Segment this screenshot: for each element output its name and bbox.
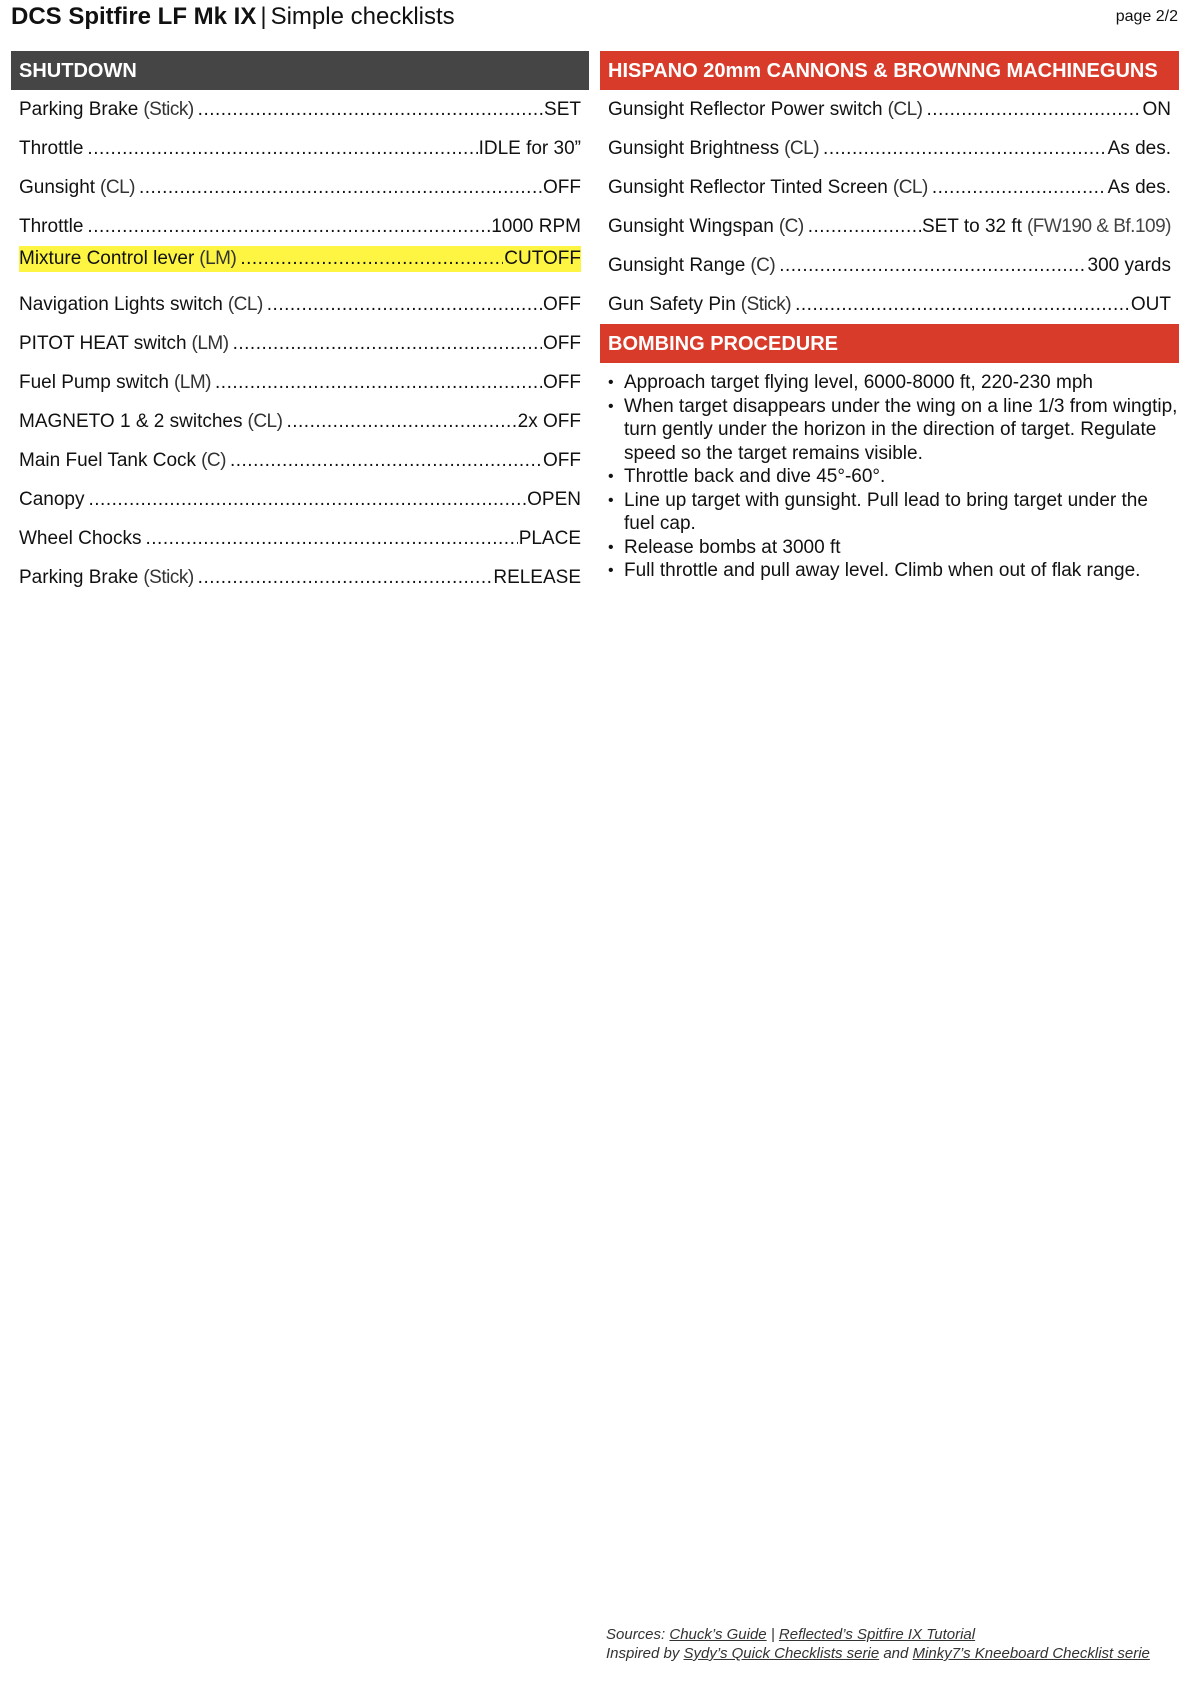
item-value: SET [544, 99, 581, 120]
item-location: (CL) [887, 99, 923, 120]
checklist-item [11, 207, 589, 246]
highlight-marker [19, 246, 581, 272]
dot-leader [808, 207, 921, 246]
checklist-item [11, 363, 589, 402]
inspired-label: Inspired by [606, 1645, 680, 1662]
item-location: (C) [201, 450, 226, 471]
inspired-link-minky7[interactable]: Minky7’s Kneeboard Checklist serie [912, 1645, 1150, 1662]
dot-leader [932, 168, 1107, 207]
item-label: MAGNETO 1 & 2 switches [19, 411, 243, 432]
item-location: (CL) [247, 411, 283, 432]
bombing-steps [600, 371, 1179, 583]
item-location: (Stick) [740, 294, 792, 315]
checklist-item [600, 90, 1179, 129]
item-label: Gunsight Brightness [608, 138, 780, 159]
sources-label: Sources: [606, 1626, 666, 1643]
item-value: As des. [1107, 177, 1171, 198]
item-label: Canopy [19, 489, 85, 510]
item-location: (C) [778, 216, 804, 237]
item-label: PITOT HEAT switch [19, 333, 187, 354]
source-link-chucks-guide[interactable]: Chuck’s Guide [669, 1626, 767, 1643]
checklist-item [11, 558, 589, 597]
bombing-step: • Throttle back and dive 45°-60°. [608, 465, 1179, 489]
dot-leader [139, 168, 542, 207]
dot-leader [779, 246, 1086, 285]
title-subtitle: Simple checklists [270, 3, 455, 30]
shutdown-header: SHUTDOWN [11, 51, 589, 90]
right-column [600, 51, 1179, 583]
dot-leader [87, 207, 490, 246]
item-label: Gunsight Reflector Tinted Screen [608, 177, 888, 198]
source-link-reflected-tutorial[interactable]: Reflected’s Spitfire IX Tutorial [778, 1626, 976, 1643]
shutdown-checklist [11, 90, 589, 597]
item-value: OFF [543, 294, 581, 315]
item-location: (Stick) [143, 99, 194, 120]
item-location: (CL) [227, 294, 263, 315]
checklist-item [600, 168, 1179, 207]
sources-line [606, 1625, 1150, 1644]
item-label: Throttle [19, 138, 84, 159]
checklist-item [11, 324, 589, 363]
item-value: RELEASE [493, 567, 581, 588]
item-value: OFF [543, 333, 581, 354]
item-value: IDLE for 30” [478, 138, 581, 159]
checklist-item [600, 246, 1179, 285]
item-location: (LM) [199, 248, 237, 269]
item-value: 1000 RPM [491, 216, 581, 237]
weapons-checklist [600, 90, 1179, 324]
inspired-and: and [883, 1645, 909, 1662]
footer-credits [606, 1625, 1150, 1663]
checklist-item [11, 246, 589, 285]
inspired-link-sydy[interactable]: Sydy’s Quick Checklists serie [683, 1645, 880, 1662]
dot-leader [240, 246, 503, 272]
title-aircraft: DCS Spitfire LF Mk IX [11, 3, 257, 30]
checklist-item [11, 519, 589, 558]
item-value: 300 yards [1087, 255, 1171, 276]
checklist-item [11, 402, 589, 441]
item-location: (Stick) [143, 567, 194, 588]
item-label: Parking Brake [19, 567, 139, 588]
checklist-item [11, 168, 589, 207]
item-label: Main Fuel Tank Cock [19, 450, 197, 471]
checklist-item [600, 129, 1179, 168]
dot-leader [198, 90, 543, 129]
item-label: Gunsight Wingspan [608, 216, 774, 237]
dot-leader [795, 285, 1130, 324]
item-value: CUTOFF [504, 248, 581, 269]
dot-leader [215, 363, 542, 402]
item-value: OUT [1130, 294, 1171, 315]
item-location: (LM) [173, 372, 212, 393]
bombing-step: • Release bombs at 3000 ft [608, 536, 1179, 560]
item-location: (LM) [191, 333, 229, 354]
dot-leader [233, 324, 542, 363]
title-separator: | [260, 3, 267, 30]
item-location: (C) [750, 255, 776, 276]
dot-leader [146, 519, 518, 558]
dot-leader [230, 441, 542, 480]
item-label: Gun Safety Pin [608, 294, 736, 315]
item-label: Gunsight [19, 177, 96, 198]
bombing-step: • When target disappears under the wing on a line 1/3 from wingtip, turn gently under the horizon in the direction of target. Regulate speed so the target remains visible. [608, 395, 1179, 466]
shutdown-section [11, 51, 589, 597]
checklist-item [11, 441, 589, 480]
item-note: (FW190 & Bf.109) [1026, 216, 1171, 237]
dot-leader [823, 129, 1107, 168]
item-location: (CL) [784, 138, 820, 159]
item-value: 2x OFF [517, 411, 581, 432]
checklist-item [600, 207, 1179, 246]
bombing-step: • Full throttle and pull away level. Climb when out of flak range. [608, 559, 1179, 583]
item-location: (CL) [892, 177, 928, 198]
dot-leader [87, 129, 477, 168]
item-value: PLACE [518, 528, 581, 549]
dot-leader [286, 402, 516, 441]
weapons-header: HISPANO 20mm CANNONS & BROWNNG MACHINEGUNS [600, 51, 1179, 90]
item-label: Wheel Chocks [19, 528, 142, 549]
item-value: SET to 32 ft [921, 216, 1022, 237]
sources-separator: | [770, 1626, 775, 1643]
checklist-item [600, 285, 1179, 324]
bombing-header: BOMBING PROCEDURE [600, 324, 1179, 363]
item-label: Gunsight Reflector Power switch [608, 99, 883, 120]
item-label: Throttle [19, 216, 84, 237]
item-value: As des. [1107, 138, 1171, 159]
item-value: OFF [543, 372, 581, 393]
checklist-item [11, 129, 589, 168]
bombing-step: • Line up target with gunsight. Pull lead to bring target under the fuel cap. [608, 489, 1179, 536]
dot-leader [927, 90, 1142, 129]
checklist-item [11, 90, 589, 129]
item-value: ON [1142, 99, 1171, 120]
inspired-line [606, 1644, 1150, 1663]
checklist-item [11, 285, 589, 324]
dot-leader [89, 480, 527, 519]
item-label: Fuel Pump switch [19, 372, 169, 393]
item-label: Navigation Lights switch [19, 294, 223, 315]
page-number: page 2/2 [1115, 8, 1178, 25]
item-value: OFF [543, 177, 581, 198]
item-value: OFF [543, 450, 581, 471]
document-title [11, 2, 455, 32]
dot-leader [198, 558, 493, 597]
checklist-item [11, 480, 589, 519]
item-label: Mixture Control lever [19, 248, 195, 269]
item-label: Parking Brake [19, 99, 139, 120]
dot-leader [267, 285, 542, 324]
item-value: OPEN [527, 489, 581, 510]
item-label: Gunsight Range [608, 255, 746, 276]
item-location: (CL) [100, 177, 135, 198]
bombing-step: • Approach target flying level, 6000-8000 ft, 220-230 mph [608, 371, 1179, 395]
